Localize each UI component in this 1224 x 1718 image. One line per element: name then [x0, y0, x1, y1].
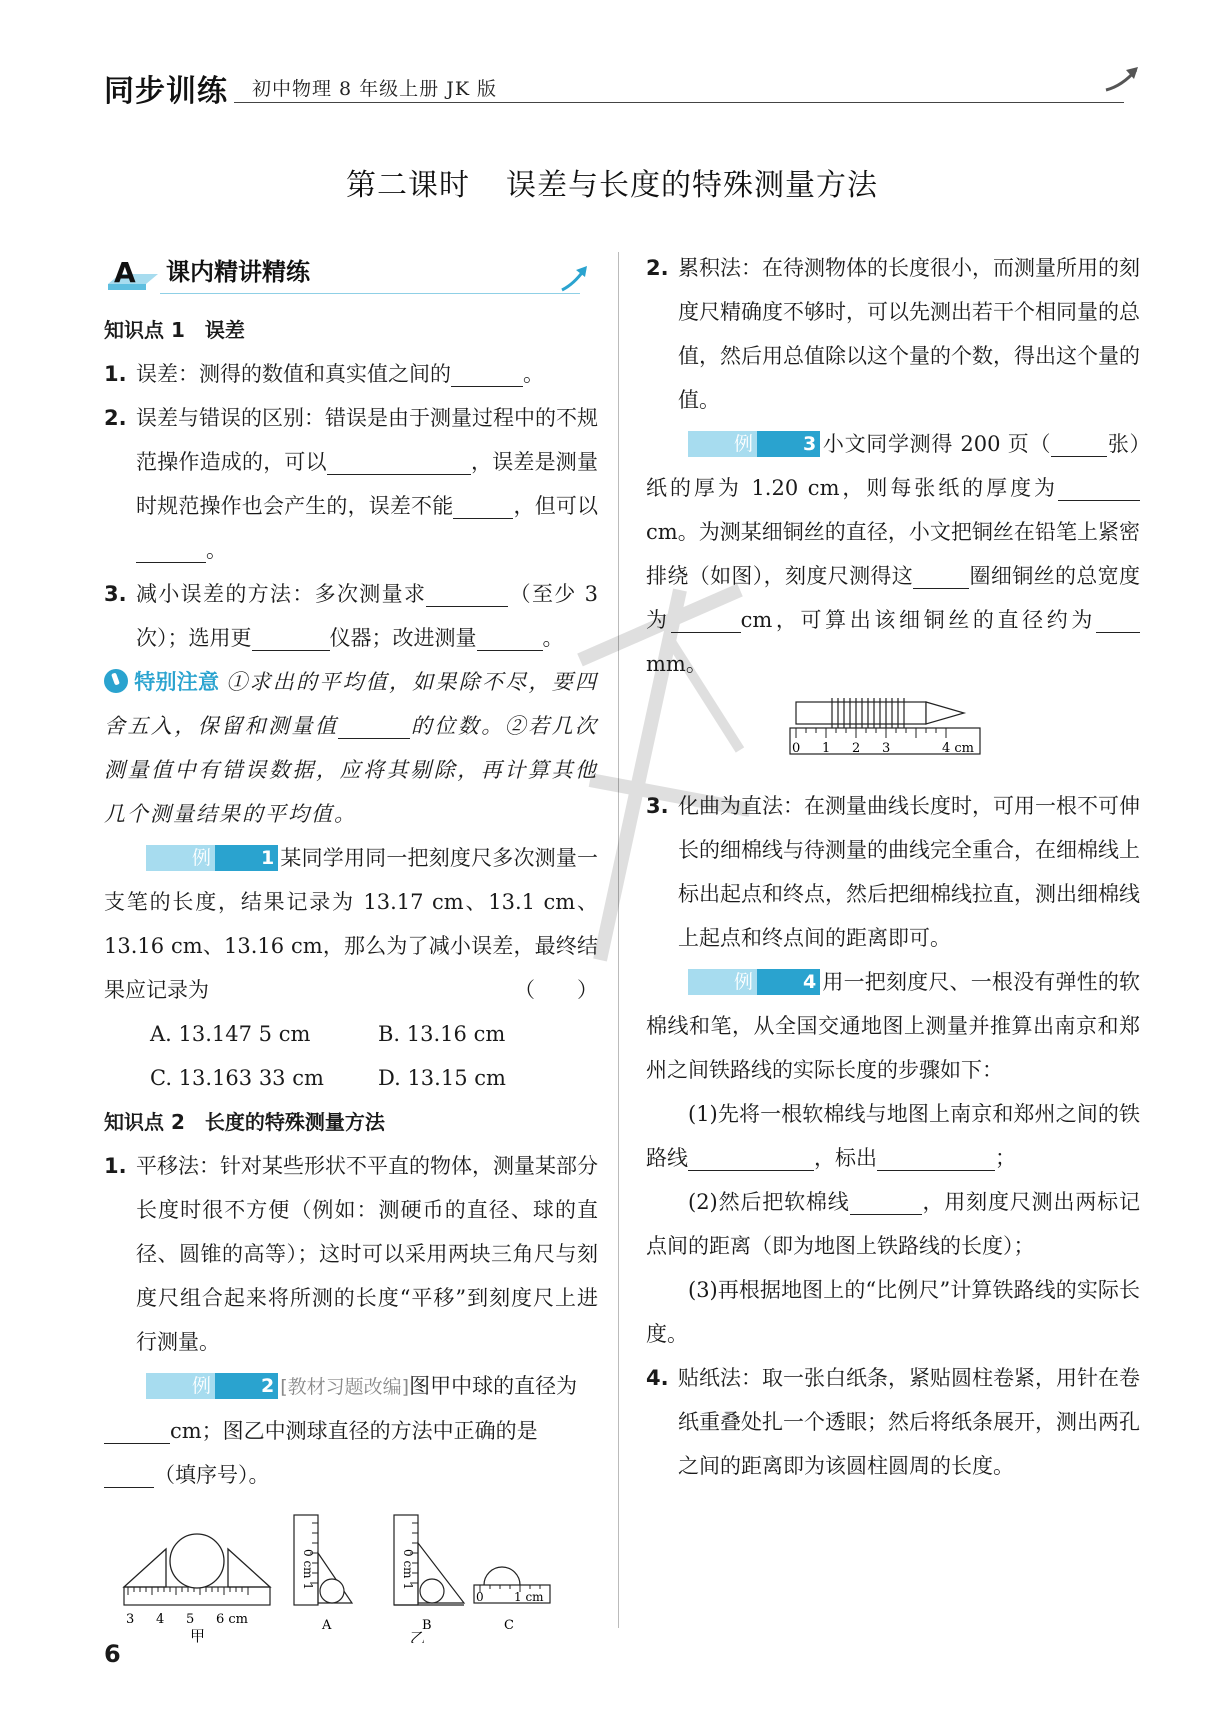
knowledge-point-2-title: 知识点 2 长度的特殊测量方法 — [104, 1110, 385, 1134]
example-text: 某同学用同一把刻度尺多次测量一支笔的长度，结果记录为 13.17 cm、13.1 cm、13.16 cm、13.16 cm，那么为了减小误差，最终结果应记录为 — [104, 846, 598, 1002]
answer-blank[interactable] — [136, 534, 206, 563]
item-text: 误差与错误的区别：错误是由于测量过程中的不规范操作造成的，可以 — [136, 406, 598, 474]
example-text: cm，可算出该细铜丝的直径约为 — [740, 608, 1096, 632]
answer-blank[interactable] — [671, 604, 741, 633]
tick-label: 4 — [156, 1612, 165, 1627]
tick-label: 0 — [476, 1590, 484, 1604]
item-text: 减小误差的方法：多次测量求 — [136, 582, 427, 606]
item-text: ，误差是测量时规范操作也会产生的，误差不能 — [136, 450, 599, 518]
list-item — [646, 784, 1140, 960]
answer-blank[interactable] — [426, 578, 508, 607]
source-note: [教材习题改编] — [280, 1376, 410, 1398]
option-label: B — [422, 1618, 432, 1633]
item-number: 2. — [646, 256, 669, 280]
option-b[interactable]: B. 13.16 cm — [378, 1022, 506, 1046]
answer-blank[interactable] — [477, 622, 543, 651]
example-4-step-1: (1)先将一根软棉线与地图上南京和郑州之间的铁路线 ，标出 ； — [646, 1102, 1140, 1170]
figure-jia — [124, 1534, 270, 1643]
example-text: （填序号）。 — [154, 1463, 270, 1487]
example-2-cont — [104, 1453, 598, 1497]
example-tag: 例 3 — [688, 431, 820, 457]
option-a[interactable]: A. 13.147 5 cm — [150, 1022, 311, 1046]
example-2 — [104, 1364, 598, 1409]
tick-label: 5 — [186, 1612, 195, 1627]
answer-blank[interactable] — [453, 490, 513, 519]
page-header — [104, 66, 1144, 109]
answer-blank[interactable] — [1051, 428, 1107, 457]
tick-label: 3 — [882, 741, 891, 756]
tick-label: 2 — [852, 741, 861, 756]
section-a-label: 课内精讲精练 — [166, 258, 310, 286]
example-tag: 例 4 — [688, 969, 820, 995]
knowledge-point-1-title: 知识点 1 误差 — [104, 318, 245, 342]
answer-blank[interactable] — [338, 710, 410, 739]
example-text: mm。 — [646, 652, 707, 676]
series-brand: 同步训练 — [104, 74, 228, 109]
example-4 — [646, 960, 1140, 1092]
special-note — [104, 660, 598, 836]
figure-option-b — [394, 1515, 464, 1633]
item-number: 1. — [104, 362, 127, 386]
lesson-topic: 误差与长度的特殊测量方法 — [506, 168, 878, 203]
answer-blank[interactable] — [850, 1186, 922, 1215]
example-text: 小文同学测得 200 页（ — [822, 432, 1052, 456]
note-text: 的位数。②若几次测量值中有错误数据，应将其剔除，再计算其他几个测量结果的平均值。 — [104, 714, 599, 826]
item-number: 4. — [646, 1366, 669, 1390]
answer-blank[interactable] — [252, 622, 330, 651]
example-tag: 例 2 — [146, 1373, 278, 1399]
answer-blank[interactable] — [1096, 604, 1140, 633]
example-1 — [104, 836, 598, 1012]
item-text: 化曲为直法：在测量曲线长度时，可用一根不可伸长的细棉线与待测量的曲线完全重合，在细棉线上标出起点和终点，然后把细棉线拉直，测出细棉线上起点和终点间的距离即可。 — [678, 794, 1140, 950]
answer-blank[interactable] — [451, 358, 523, 387]
swoosh-arrow-icon — [1104, 64, 1144, 92]
item-number: 3. — [104, 582, 127, 606]
option-d[interactable]: D. 13.15 cm — [378, 1066, 506, 1090]
figure-label: 甲 — [190, 1627, 206, 1643]
answer-blank[interactable] — [1058, 472, 1140, 501]
example-text: 用一把刻度尺、一根没有弹性的软棉线和笔，从全国交通地图上测量并推算出南京和郑州之间铁路线的实际长度的步骤如下： — [646, 970, 1140, 1082]
item-number: 1. — [104, 1154, 127, 1178]
note-tag: 特别注意 — [134, 670, 220, 694]
list-item — [104, 1144, 598, 1364]
tick-label: 3 — [126, 1612, 135, 1627]
lesson-number: 第二课时 — [346, 168, 470, 203]
figure-label: 乙 — [410, 1629, 426, 1643]
section-a-underline — [160, 293, 580, 294]
item-text: ，但可以 — [513, 494, 599, 518]
item-text: 贴纸法：取一张白纸条，紧贴圆柱卷紧，用针在卷纸重叠处扎一个透眼；然后将纸条展开，测出两孔之间的距离即为该圆柱圆周的长度。 — [678, 1366, 1140, 1478]
answer-blank[interactable] — [104, 1459, 154, 1488]
figure-option-a — [294, 1515, 352, 1633]
option-label: C — [504, 1618, 514, 1633]
svg-text:0 cm 1: 0 cm 1 — [401, 1549, 415, 1590]
item-text: 误差：测得的数值和真实值之间的 — [136, 362, 451, 386]
item-number: 3. — [646, 794, 669, 818]
svg-text:A: A — [114, 256, 136, 289]
item-text: 累积法：在待测物体的长度很小，而测量所用的刻度尺精确度不够时，可以先测出若干个相同量的总值，然后用总值除以这个量的个数，得出这个量的值。 — [678, 256, 1140, 412]
item-text: （至少 3 次）；选用更 — [136, 582, 599, 650]
item-text: 。 — [206, 538, 227, 562]
swoosh-arrow-icon — [560, 264, 592, 292]
example-3 — [646, 422, 1140, 686]
example-2-cont — [104, 1409, 598, 1453]
example-text: cm；图乙中测球直径的方法中正确的是 — [170, 1419, 538, 1443]
svg-text:0 cm 1: 0 cm 1 — [301, 1549, 315, 1590]
answer-blank[interactable] — [913, 560, 969, 589]
example-text: cm。为测某细铜丝的直径，小文把铜丝在铅笔上紧密排绕（如图），刻度尺测得这 — [646, 520, 1140, 588]
header-rule — [234, 102, 1124, 103]
book-subtitle: 初中物理 8 年级上册 JK 版 — [252, 78, 498, 100]
page-number: 6 — [104, 1640, 121, 1668]
example-text: 圈细铜丝的总宽度为 — [646, 564, 1141, 632]
item-text: 。 — [523, 362, 544, 386]
answer-paren[interactable]: （ ） — [514, 978, 598, 1002]
example-tag: 例 1 — [146, 845, 278, 871]
example-text: 图甲中球的直径为 — [409, 1374, 578, 1398]
list-item — [104, 572, 598, 660]
answer-blank[interactable] — [877, 1142, 995, 1171]
item-number: 2. — [104, 406, 127, 430]
choice-options — [104, 1012, 598, 1100]
note-text: ①求出的平均值，如果除不尽，要四舍五入，保留和测量值 — [104, 670, 598, 738]
tick-label: 6 cm — [216, 1612, 249, 1627]
answer-blank[interactable] — [104, 1415, 170, 1444]
example-text: 张）纸的厚为 1.20 cm，则每张纸的厚度为 — [646, 432, 1140, 500]
list-item — [646, 246, 1140, 422]
answer-blank[interactable] — [327, 446, 471, 475]
copper-wire-figure — [646, 692, 1140, 776]
option-c[interactable]: C. 13.163 33 cm — [150, 1066, 324, 1090]
section-a-heading — [104, 250, 598, 302]
item-text: 。 — [542, 626, 564, 650]
tick-label: 1 — [822, 741, 831, 756]
item-text: 仪器；改进测量 — [329, 626, 477, 650]
example-4-step-3: (3)再根据地图上的“比例尺”计算铁路线的实际长度。 — [646, 1278, 1140, 1346]
figure-option-c — [474, 1567, 550, 1633]
lesson-title — [0, 160, 1224, 204]
right-column — [646, 246, 1140, 1488]
example-4-step-2: (2)然后把软棉线 ，用刻度尺测出两标记点间的距离（即为地图上铁路线的长度）； — [646, 1180, 1140, 1268]
option-label: A — [322, 1618, 332, 1633]
pin-icon — [104, 669, 128, 693]
left-column — [104, 250, 598, 1643]
answer-blank[interactable] — [688, 1142, 814, 1171]
list-item — [104, 396, 598, 572]
tick-label: 1 cm — [514, 1590, 544, 1604]
tick-label: 0 — [792, 741, 801, 756]
ball-measure-figure — [104, 1503, 598, 1643]
list-item — [104, 352, 598, 396]
section-a-badge-icon — [104, 254, 160, 292]
tick-label: 4 cm — [942, 741, 975, 756]
item-text: 平移法：针对某些形状不平直的物体，测量某部分长度时很不方便（例如：测硬币的直径、球的直径、圆锥的高等）；这时可以采用两块三角尺与刻度尺组合起来将所测的长度“平移”到刻度尺上进行测量。 — [136, 1154, 598, 1354]
list-item — [646, 1356, 1140, 1488]
